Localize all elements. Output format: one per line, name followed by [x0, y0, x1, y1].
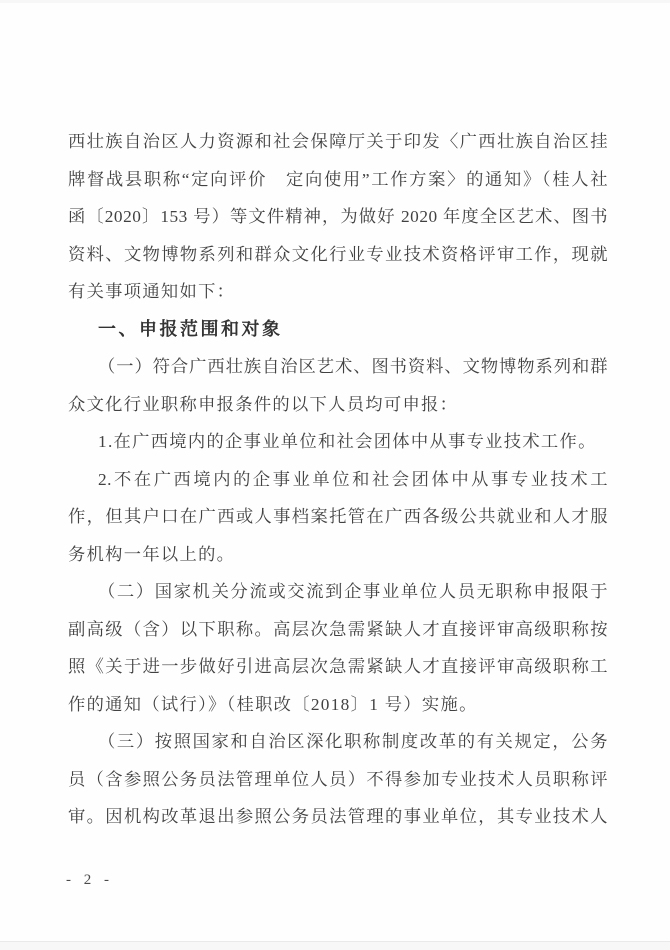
doc-line: 2.不在广西境内的企事业单位和社会团体中从事专业技术工	[98, 469, 608, 489]
document-body	[68, 123, 608, 836]
doc-line: 审。因机构改革退出参照公务员法管理的事业单位，其专业技术人	[68, 807, 608, 826]
doc-line: 资料、文物博物系列和群众文化行业专业技术资格评审工作，现就	[68, 244, 608, 264]
doc-line: 有关事项通知如下：	[68, 282, 236, 301]
doc-line: 牌督战县职称“定向评价 定向使用”工作方案〉的通知》（桂人社	[68, 169, 608, 189]
doc-line: 副高级（含）以下职称。高层次急需紧缺人才直接评审高级职称按	[68, 619, 608, 639]
doc-line: 作的通知（试行）》（桂职改〔2018〕1 号）实施。	[68, 694, 478, 714]
section-heading: 一、申报范围和对象	[98, 318, 283, 339]
page-number: - 2 -	[66, 872, 114, 888]
doc-line: 西壮族自治区人力资源和社会保障厅关于印发〈广西壮族自治区挂	[68, 132, 608, 151]
doc-line: 照《关于进一步做好引进高层次急需紧缺人才直接评审高级职称工	[68, 657, 608, 676]
doc-line: 作，但其户口在广西或人事档案托管在广西各级公共就业和人才服	[68, 507, 608, 526]
scan-bottom-edge	[0, 941, 670, 950]
doc-line: 务机构一年以上的。	[68, 544, 236, 564]
doc-line: （三）按照国家和自治区深化职称制度改革的有关规定，公务	[98, 732, 608, 751]
doc-line: 员（含参照公务员法管理单位人员）不得参加专业技术人员职称评	[68, 769, 608, 789]
scan-top-edge	[0, 0, 670, 3]
doc-line: 众文化行业职称申报条件的以下人员均可申报：	[68, 394, 459, 414]
doc-line: 函〔2020〕153 号）等文件精神，为做好 2020 年度全区艺术、图书	[68, 207, 608, 226]
doc-line: （二）国家机关分流或交流到企事业单位人员无职称申报限于	[98, 582, 608, 601]
doc-line: （一）符合广西壮族自治区艺术、图书资料、文物博物系列和群	[98, 357, 608, 376]
doc-line: 1.在广西境内的企事业单位和社会团体中从事专业技术工作。	[98, 432, 597, 451]
